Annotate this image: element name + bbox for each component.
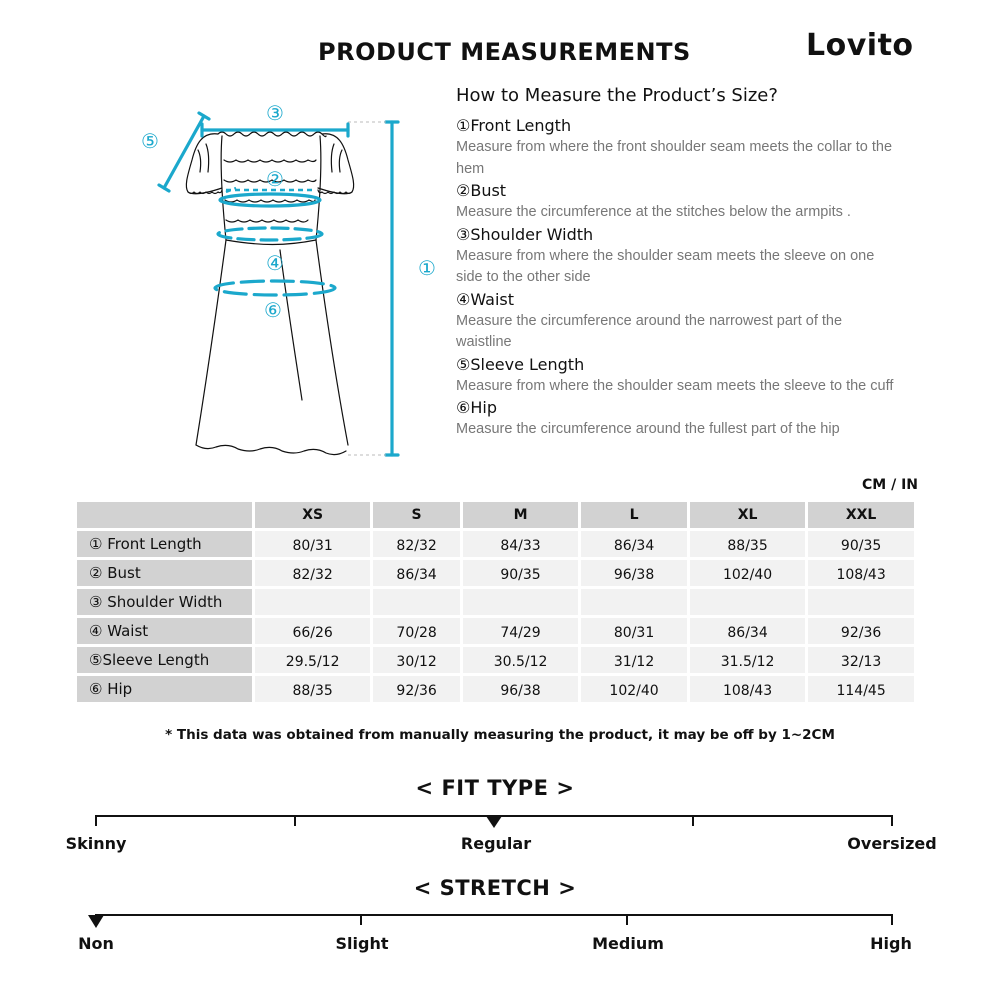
table-cell: 96/38 [463,676,578,702]
guide-item-sleeve-length [456,355,896,398]
right-sleeve [318,134,354,194]
column-header-xxl: XXL [808,502,914,528]
row-label-waist: ④ Waist [77,618,252,644]
fit-type-label-oversized: Oversized [847,834,937,853]
column-header-m: M [463,502,578,528]
neckline [218,132,326,137]
table-cell: 92/36 [808,618,914,644]
guide-heading: How to Measure the Product’s Size? [456,85,778,106]
column-header-l: L [581,502,687,528]
stretch-label-non: Non [78,934,114,953]
unit-label: CM / IN [862,477,918,493]
hip-ellipse [215,281,335,295]
stretch-label-high: High [870,934,912,953]
table-cell: 29.5/12 [255,647,370,673]
fit-type-label-skinny: Skinny [65,834,127,853]
table-cell [808,589,914,615]
table-cell: 30.5/12 [463,647,578,673]
table-cell [255,589,370,615]
guide-item-waist [456,290,896,354]
page-title: PRODUCT MEASUREMENTS [318,38,691,66]
guide-item-title: ④Waist [456,289,514,309]
column-header-xl: XL [690,502,805,528]
guide-item-shoulder-width [456,225,896,289]
stretch-label-slight: Slight [335,934,389,953]
table-cell: 92/36 [373,676,460,702]
table-row [77,618,914,644]
measurement-footnote: * This data was obtained from manually measuring the product, it may be off by 1~2CM [165,727,835,743]
marker-2: ② [266,167,284,191]
guide-item-hip [456,398,896,441]
table-cell: 80/31 [581,618,687,644]
marker-4: ④ [266,251,284,275]
guide-item-title: ②Bust [456,181,507,200]
table-cell: 70/28 [373,618,460,644]
bust-ellipse [220,194,320,206]
guide-item-title: ①Front Length [456,116,572,135]
table-cell: 86/34 [581,531,687,557]
guide-item-desc: Measure the circumference around the fullest part of the hip [456,421,840,437]
guide-item-bust [456,181,896,224]
table-cell: 30/12 [373,647,460,673]
marker-5: ⑤ [141,129,159,153]
table-row [77,560,914,586]
row-label-shoulder-width: ③ Shoulder Width [77,589,252,615]
brand-logo: Lovito [806,28,914,63]
guide-item-title: ⑥Hip [456,398,497,417]
table-cell: 32/13 [808,647,914,673]
table-row [77,676,914,702]
fit-type-heading: < FIT TYPE > [415,776,575,800]
table-cell: 102/40 [581,676,687,702]
table-cell [690,589,805,615]
table-corner-cell [77,502,252,528]
stretch-heading: < STRETCH > [413,876,577,900]
row-label-front-length: ① Front Length [77,531,252,557]
stretch-label-medium: Medium [592,934,664,953]
stretch-scale [0,908,1000,932]
guide-item-front-length [456,116,896,180]
table-cell: 74/29 [463,618,578,644]
row-label-sleeve-length: ⑤Sleeve Length [77,647,252,673]
guide-item-title: ③Shoulder Width [456,224,594,244]
measuring-guide [456,84,896,442]
column-header-s: S [373,502,460,528]
table-cell: 108/43 [808,560,914,586]
waist-ellipse [218,228,322,240]
guide-item-desc: Measure from where the front shoulder seam meets the collar to the hem [456,139,893,177]
table-cell: 102/40 [690,560,805,586]
table-cell: 84/33 [463,531,578,557]
marker-1: ① [418,256,436,280]
table-cell: 108/43 [690,676,805,702]
table-cell: 90/35 [808,531,914,557]
fit-type-label-regular: Regular [460,834,532,853]
row-label-bust: ② Bust [77,560,252,586]
table-header-row [77,502,914,528]
table-cell: 90/35 [463,560,578,586]
table-cell: 88/35 [255,676,370,702]
table-row [77,531,914,557]
table-cell: 96/38 [581,560,687,586]
table-cell: 86/34 [373,560,460,586]
table-cell: 88/35 [690,531,805,557]
stretch-indicator [88,915,104,928]
guide-item-desc: Measure from where the shoulder seam meets the sleeve to the cuff [456,377,894,394]
table-cell: 31.5/12 [690,647,805,673]
table-cell [373,589,460,615]
table-cell: 80/31 [255,531,370,557]
table-cell: 114/45 [808,676,914,702]
guide-item-desc: Measure the circumference at the stitches below the armpits . [456,204,851,220]
row-label-hip: ⑥ Hip [77,676,252,702]
guide-item-desc: Measure from where the shoulder seam meets the sleeve on one side to the other side [456,247,875,285]
dress-diagram [130,100,436,465]
table-row [77,647,914,673]
table-cell: 31/12 [581,647,687,673]
sleeve-length-line [164,116,204,188]
table-cell [463,589,578,615]
table-cell: 86/34 [690,618,805,644]
guide-item-desc: Measure the circumference around the narrowest part of the waistline [456,312,843,350]
fit-type-scale [0,808,1000,832]
size-table [74,499,917,705]
column-header-xs: XS [255,502,370,528]
left-sleeve [186,134,222,194]
table-cell: 82/32 [373,531,460,557]
marker-3: ③ [266,101,284,125]
table-cell: 82/32 [255,560,370,586]
guide-item-title: ⑤Sleeve Length [456,354,585,374]
table-cell: 66/26 [255,618,370,644]
marker-6: ⑥ [264,298,282,322]
table-cell [581,589,687,615]
fit-type-indicator [486,816,502,828]
table-row [77,589,914,615]
